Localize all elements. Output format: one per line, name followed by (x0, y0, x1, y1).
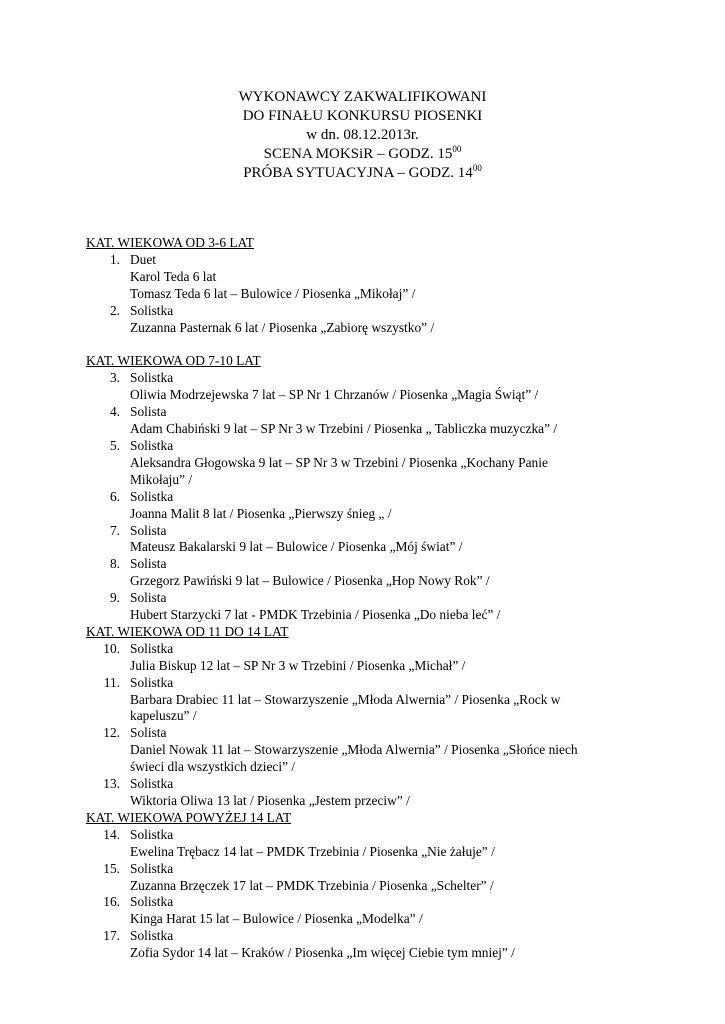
list-item (86, 489, 686, 523)
performer-type: Solistka (130, 894, 174, 910)
performer-type: Solista (130, 590, 167, 606)
list-item (86, 438, 686, 489)
list-item (86, 675, 686, 726)
list-item (86, 590, 686, 624)
list-item (86, 827, 686, 861)
list-item (86, 523, 686, 557)
list-item-number: 10. (103, 640, 120, 656)
performer-type: Solistka (130, 674, 174, 690)
list-item-number: 3. (109, 370, 120, 386)
category-heading: KAT. WIEKOWA OD 3-6 LAT (86, 235, 254, 250)
performer-details: Barbara Drabiec 11 lat – Stowarzyszenie „Młoda Alwernia” / Piosenka „Rock w (130, 691, 561, 707)
performer-details: Julia Biskup 12 lat – SP Nr 3 w Trzebini / Piosenka „Michał” / (130, 657, 466, 673)
list-item-number: 2. (109, 302, 120, 318)
header-stage-minutes: 00 (452, 144, 462, 154)
header-date: w dn. 08.12.2013r. (306, 127, 419, 143)
list-item-number: 4. (109, 404, 120, 420)
list-item-number: 15. (103, 860, 120, 876)
performer-details: Adam Chabiński 9 lat – SP Nr 3 w Trzebini / Piosenka „ Tabliczka muzyczka” / (130, 421, 558, 437)
header-stage-time (0, 145, 725, 164)
performer-type: Solistka (130, 302, 174, 318)
performer-type: Solistka (130, 928, 174, 944)
list-item (86, 725, 686, 776)
performer-type: Solistka (130, 437, 174, 453)
header-title-line-2: DO FINAŁU KONKURSU PIOSENKI (242, 108, 483, 124)
performer-type: Solistka (130, 370, 174, 386)
performer-type: Solista (130, 522, 167, 538)
performer-details: Aleksandra Głogowska 9 lat – SP Nr 3 w Trzebini / Piosenka „Kochany Panie (130, 454, 548, 470)
list-item (86, 861, 686, 895)
performer-details: Mikołaju” / (130, 471, 193, 487)
performer-type: Solistka (130, 776, 174, 792)
list-item-number: 9. (109, 590, 120, 606)
performer-details: Oliwia Modrzejewska 7 lat – SP Nr 1 Chrzanów / Piosenka „Magia Świąt” / (130, 387, 539, 403)
list-item (86, 556, 686, 590)
performer-details: Mateusz Bakalarski 9 lat – Bulowice / Piosenka „Mój świat” / (130, 539, 463, 555)
performer-type: Solista (130, 556, 167, 572)
performer-details: Hubert Starzycki 7 lat - PMDK Trzebinia / Piosenka „Do nieba leć” / (130, 607, 501, 623)
list-item-number: 12. (103, 725, 120, 741)
list-item (86, 776, 686, 810)
list-item-number: 14. (103, 826, 120, 842)
performer-details: Kinga Harat 15 lat – Bulowice / Piosenka „Modelka” / (130, 911, 423, 927)
performer-details: Tomasz Teda 6 lat – Bulowice / Piosenka „Mikołaj” / (130, 285, 416, 301)
performer-details: Zuzanna Pasternak 6 lat / Piosenka „Zabiorę wszystko” / (130, 319, 435, 335)
performer-details: Wiktoria Oliwa 13 lat / Piosenka „Jestem przeciw” / (130, 793, 410, 808)
performer-details: Karol Teda 6 lat (130, 268, 217, 284)
list-item (86, 252, 686, 303)
performer-details: świeci dla wszystkich dzieci” / (130, 759, 296, 775)
performer-type: Solistka (130, 488, 174, 504)
document-header (0, 88, 725, 183)
list-item-number: 13. (103, 776, 120, 792)
list-item-number: 7. (109, 522, 120, 538)
header-rehearsal-time (0, 164, 725, 183)
performer-type: Solistka (130, 860, 174, 876)
header-stage-text: SCENA MOKSiR – GODZ. 15 (263, 146, 453, 162)
performer-details: Zuzanna Brzęczek 17 lat – PMDK Trzebinia / Piosenka „Schelter” / (130, 877, 494, 893)
performer-type: Solistka (130, 826, 174, 842)
list-item (86, 641, 686, 675)
list-item-number: 6. (109, 488, 120, 504)
category-heading: KAT. WIEKOWA OD 7-10 LAT (86, 353, 261, 369)
list-item (86, 370, 686, 404)
list-item-number: 11. (103, 674, 120, 690)
performer-type: Solistka (130, 640, 174, 656)
list-item (86, 928, 686, 962)
category-heading: KAT. WIEKOWA POWYŻEJ 14 LAT (86, 809, 292, 825)
list-item-number: 1. (109, 251, 120, 267)
list-item (86, 303, 686, 337)
performer-details: kapeluszu” / (130, 708, 197, 724)
performer-type: Solista (130, 404, 167, 420)
performer-details: Ewelina Trębacz 14 lat – PMDK Trzebinia / Piosenka „Nie żałuje” / (130, 843, 495, 859)
list-item (86, 894, 686, 928)
performer-details: Joanna Malit 8 lat / Piosenka „Pierwszy śnieg „ / (130, 505, 392, 521)
header-rehearsal-minutes: 00 (472, 163, 482, 173)
performer-details: Zofia Sydor 14 lat – Kraków / Piosenka „Im więcej Ciebie tym mniej” / (130, 945, 515, 961)
performer-list (86, 235, 686, 962)
performer-details: Daniel Nowak 11 lat – Stowarzyszenie „Młoda Alwernia” / Piosenka „Słońce niech (130, 742, 578, 758)
performer-details: Grzegorz Pawiński 9 lat – Bulowice / Piosenka „Hop Nowy Rok” / (130, 573, 490, 589)
category-heading: KAT. WIEKOWA OD 11 DO 14 LAT (86, 623, 289, 639)
performer-type: Duet (130, 251, 157, 267)
list-item-number: 17. (103, 928, 120, 944)
list-item-number: 16. (103, 894, 120, 910)
header-rehearsal-text: PRÓBA SYTUACYJNA – GODZ. 14 (243, 165, 473, 181)
list-item (86, 404, 686, 438)
header-title-line-1: WYKONAWCY ZAKWALIFIKOWANI (238, 89, 487, 105)
performer-type: Solista (130, 725, 167, 741)
list-item-number: 5. (109, 437, 120, 453)
list-item-number: 8. (109, 556, 120, 572)
